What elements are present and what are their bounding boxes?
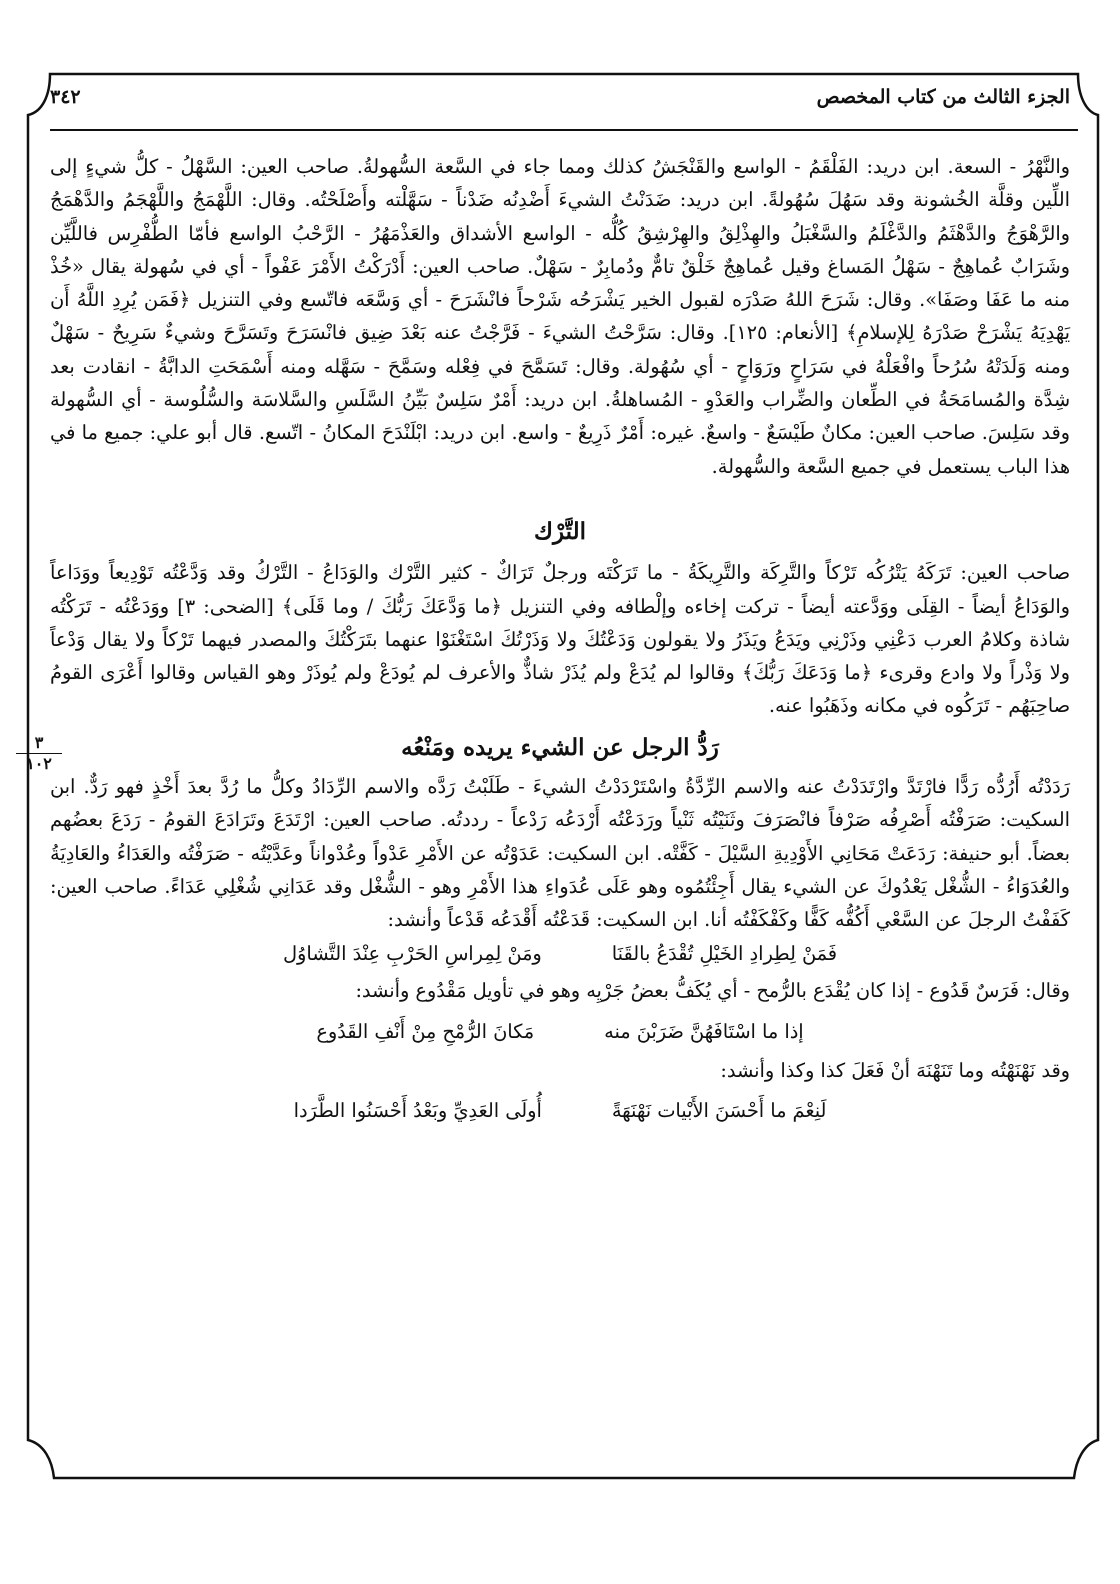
- margin-reference-page: ١٠٢: [26, 754, 52, 773]
- verse-3-first-hemistich: لَنِعْمَ ما أَحْسَنَ الأَبْيات نَهْنَهَةً: [611, 1098, 827, 1122]
- book-title: الجزء الثالث من كتاب المخصص: [816, 86, 1070, 108]
- paragraph-breadth-ease: والنَّهْرُ - السعة. ابن دريد: الفَلْقَمُ - الواسع والقَنْجَشُ كذلك ومما جاء في السَّعة السُّهولةُ. صاحب العين: السَّهْلُ - كلُّ شيءٍ إلى اللِّين وقلَّة الخُشونة وقد سَهُلَ سُهُولةً. ابن دريد: ضَدَنْتُ الشيءَ أَضْدِنُه ضَدْناً - سَهَّلْته وأَصْلَحْتُه. وقال: اللَّهْمَجُ واللَّهْجَمُ والدَّهْمَجُ والرَّهْوَجُ والدَّهْثَمُ والدَّغْلَمُ والسَّغْبَلُ والهِذْلِقُ والهِرْشِقُ كُلُّه - الواسع الأشداق والعَذْمَهُرُ - الرَّحْبُ الواسع فأمّا الطُّفْرِس فاللَّيِّن وشَرَابٌ عُماهِجٌ - سَهْلُ المَساغ وقيل عُماهِجٌ خَلْقٌ تامٌّ ودُمابِرٌ - سَهْلٌ. صاحب العين: أَدْرَكْتُ الأَمْرَ عَفْواً - أي في سُهولة يقال «خُذْ منه ما عَفَا وصَفَا». وقال: شَرَحَ اللهُ صَدْرَه لقبول الخير يَشْرَحُه شَرْحاً فانْشَرَحَ - أي وَسَّعَه فاتّسع وفي التنزيل ﴿فَمَن يُرِدِ اللَّهُ أَن يَهْدِيَهُ يَشْرَحْ صَدْرَهُ لِلإسلامِ﴾ [الأنعام: ١٢٥]. وقال: سَرَّحْتُ الشيءَ - فَرَّجْتُ عنه بَعْدَ ضِيق فانْسَرَحَ وتَسَرَّحَ وشيءٌ سَرِيحٌ - سَهْلٌ ومنه وَلَدَتْهُ سُرُحاً وافْعَلْهُ في سَرَاحٍ ورَوَاحٍ - أي سُهُولة. وقال: تَسَمَّحَ في فِعْله وسَمَّحَ - سَهَّله ومنه أَسْمَحَتِ الدابَّةُ - انقادت بعد شِدَّة والمُسامَحَةُ في الطِّعان والضِّراب والعَدْوِ - المُساهلةُ. ابن دريد: أَمْرٌ سَلِسٌ بَيِّنُ السَّلَسِ والسَّلاسَة والسُّلُوسة - أي السُّهولة وقد سَلِسَ. صاحب العين: مكانٌ طَيْسَعٌ - واسعٌ. غيره: أَمْرٌ ذَرِيعٌ - واسع. ابن دريد: ابْلَنْدَحَ المكانُ - اتّسع. قال أبو علي: جميع ما في هذا الباب يستعمل في جميع السَّعة والسُّهولة.: [50, 155, 1070, 478]
- verse-line-3: [50, 1094, 1070, 1127]
- margin-reference-volume: ٣: [16, 734, 62, 754]
- paragraph-radd: رَدَدْتُه أَرُدُّه رَدًّا فارْتَدَّ وارْتَدَدْتُ عنه والاسم الرِّدَّةُ واسْتَرْدَدْتُ الشيءَ - طَلَبْتُ رَدَّه والاسم الرِّدَادُ وكلُّ ما رُدَّ بعدَ أَخْذٍ فهو رَدٌّ. ابن السكيت: صَرَفْتُه أَصْرِفُه صَرْفاً فانْصَرَفَ وثَنَيْتُه ثَنْياً ورَدَعْتُه أَرْدَعُه رَدْعاً - رددتُه. صاحب العين: ارْتَدَعَ وتَرَادَعَ القومُ - رَدَعَ بعضُهم بعضاً. أبو حنيفة: رَدَعَتْ مَحَانِي الأَوْدِيةِ السَّيْلَ - كَفَّتْه. ابن السكيت: عَدَوْتُه عن الأَمْرِ عَدْواً وعُدْواناً وعَدَّيْتُه - صَرَفْتُه والعَدَاءُ والعَادِيَةُ والعُدَوَاءُ - الشُّغْل يَعْدُوكَ عن الشيء يقال أَجِئْتُمُوه وهو عَلَى عُدَواءِ هذا الأَمْرِ وهو - الشُّغْل وقد عَدَانِي شُغْلِي عَدَاءً. صاحب العين: كَفَفْتُ الرجلَ عن السَّعْي أَكُفُّه كَفًّا وكَفْكَفْتُه أنا. ابن السكيت: قَدَعْتُه أَقْدَعُه قَدْعاً وأنشد:: [50, 775, 1070, 932]
- running-header: [50, 86, 1070, 114]
- verse-2-second-hemistich: مَكانَ الرُّمْحِ مِنْ أَنْفِ القَدُوع: [316, 1020, 535, 1044]
- verse-1-first-hemistich: فَمَنْ لِطِرادِ الخَيْلِ تُقْدَعُ بالقَنَا: [611, 941, 837, 965]
- verse-line-2: [50, 1015, 1070, 1048]
- verse-3-second-hemistich: أُولَى العَدِيِّ وبَعْدُ أَحْسَنُوا الطَّرَدا: [293, 1098, 542, 1122]
- section-heading-tark: التَّرْك: [534, 517, 586, 545]
- page-number: ٣٤٢: [50, 86, 81, 108]
- verse-1-second-hemistich: ومَنْ لِمِراسِ الحَرْبِ عِنْدَ التَّشاوُل: [283, 941, 542, 965]
- paragraph-tark: صاحب العين: تَرَكَهُ يَتْرُكُه تَرْكاً والتَّرِكَة والتَّرِيكَةُ - ما تَرَكْتَه ورجلٌ تَرَاكٌ - كثير التَّرْك والوَدَاعُ - التَّرْكُ وقد وَدَّعْتُه تَوْدِيعاً ووَدَاعاً والوَدَاعُ أيضاً - القِلَى ووَدَّعته أيضاً - تركت إخاءه وإلْطافه وفي التنزيل ﴿ما وَدَّعَكَ رَبُّكَ / وما قَلَى﴾ [الضحى: ٣] ووَدَعْتُه - تَرَكْتُه شاذة وكلامُ العرب دَعْنِي وذَرْنِي ويَدَعُ ويَذَرُ ولا يقولون وَدَعْتُكَ ولا وَذَرْتُكَ اسْتَغْنَوْا عنهما بتَرَكْتُكَ والمصدر فيهما تَرْكاً ولا يقال وَدْعاً ولا وَذْراً ولا وادع وقرىء ﴿ما وَدَعَكَ رَبُّكَ﴾ وقالوا لم يُدَعْ ولم يُذَرْ شاذٌّ والأعرف لم يُودَعْ ولم يُوذَرْ وهو القياس وقالوا أَعْرَى القومُ صاحِبَهُم - تَرَكُوه في مكانه وذَهَبُوا عنه.: [50, 561, 1070, 718]
- paragraph-qadu: وقال: فَرَسٌ قَدُوع - إذا كان يُقْدَع بالرُّمح - أي يُكَفُّ بعضُ جَرْيِه وهو في تأويل مَقْدُوع وأنشد:: [355, 978, 1070, 1002]
- page-body: [50, 150, 1070, 1127]
- verse-2-first-hemistich: إذا ما اسْتَافَهُنَّ ضَرَبْنَ منه: [604, 1020, 804, 1044]
- paragraph-nahnaha: وقد نَهْنَهْتُه وما تَنَهْنَهَ أنْ فَعَلَ كذا وكذا وأنشد:: [720, 1059, 1070, 1083]
- section-heading-radd: رَدُّ الرجل عن الشيء يريده ومَنْعُه: [401, 733, 719, 761]
- verse-line-1: [50, 937, 1070, 970]
